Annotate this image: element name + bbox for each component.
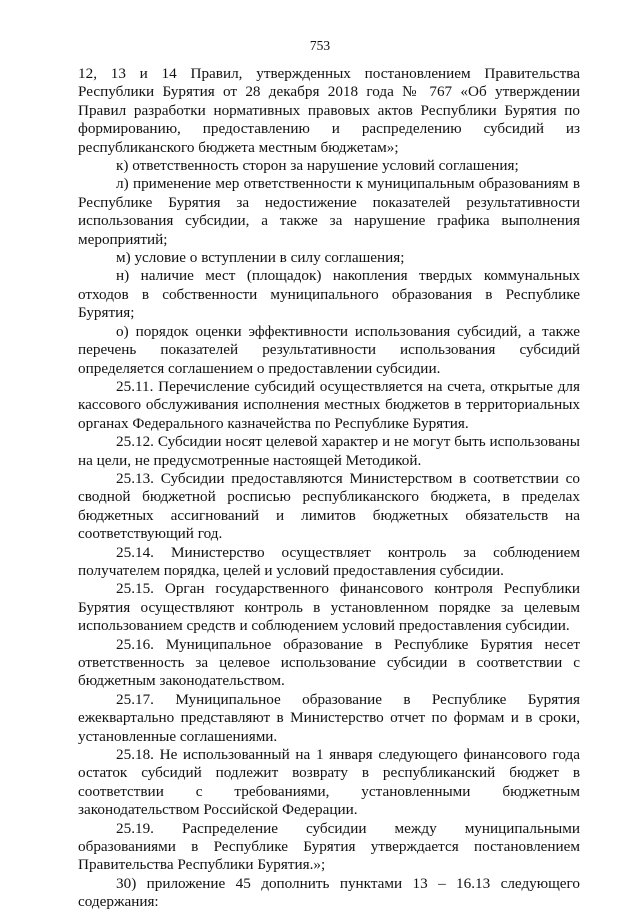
paragraph-item-o: о) порядок оценки эффективности использования субсидий, а также перечень показателей результативности использования субсидий определяется соглашением о предоставлении субсидии. — [78, 322, 580, 377]
paragraph-item-m: м) условие о вступлении в силу соглашения; — [116, 249, 405, 267]
paragraph-25-11: 25.11. Перечисление субсидий осуществляется на счета, открытые для кассового обслуживания исполнения местных бюджетов в территориальных органах Федерального казначейства по Республике Бурятия. — [78, 377, 580, 432]
paragraph-25-13: 25.13. Субсидии предоставляются Министерством в соответствии со сводной бюджетной росписью республиканского бюджета, в пределах бюджетных ассигнований и лимитов бюджетных обязательств на соответствующий год. — [78, 469, 580, 543]
paragraph-25-19: 25.19. Распределение субсидии между муниципальными образованиями в Республике Бурятия утверждается постановлением Правительства Республики Бурятия.»; — [78, 819, 580, 874]
page-number: 753 — [309, 38, 331, 53]
paragraph-item-k: к) ответственность сторон за нарушение условий соглашения; — [116, 157, 519, 175]
paragraph-item-30: 30) приложение 45 дополнить пунктами 13 – 16.13 следующего содержания: — [78, 874, 580, 911]
document-body — [78, 65, 580, 912]
paragraph-25-12: 25.12. Субсидии носят целевой характер и не могут быть использованы на цели, не предусмотренные настоящей Методикой. — [78, 433, 580, 469]
paragraph-25-16: 25.16. Муниципальное образование в Республике Бурятия несет ответственность за целевое использование субсидии в соответствии с бюджетным законодательством. — [78, 635, 580, 690]
paragraph-25-14: 25.14. Министерство осуществляет контроль за соблюдением получателем порядка, целей и условий предоставления субсидии. — [78, 543, 580, 579]
paragraph-25-15: 25.15. Орган государственного финансового контроля Республики Бурятия осуществляют контроль в установленном порядке за целевым использованием средств и соблюдением условий предоставления субсидии. — [78, 580, 580, 635]
paragraph-continuation: 12, 13 и 14 Правил, утвержденных постановлением Правительства Республики Бурятия от 28 декабря 2018 года № 767 «Об утверждении Правил разработки нормативных правовых актов Республики Бурятия по формированию, предоставлению и распределению субсидий из республиканского бюджета местным бюджетам»; — [78, 65, 580, 156]
paragraph-25-18: 25.18. Не использованный на 1 января следующего финансового года остаток субсидий подлежит возврату в республиканский бюджет в соответствии с требованиями, установленными бюджетным законодательством Российской Федерации. — [78, 746, 580, 819]
paragraph-item-n: н) наличие мест (площадок) накопления твердых коммунальных отходов в собственности муниципального образования в Республике Бурятия; — [78, 267, 580, 322]
paragraph-25-17: 25.17. Муниципальное образование в Республике Бурятия ежеквартально представляют в Министерство отчет по формам и в сроки, установленные соглашениями. — [78, 690, 580, 745]
paragraph-item-l: л) применение мер ответственности к муниципальным образованиям в Республике Бурятия за недостижение показателей результативности использования субсидии, а также за нарушение графика выполнения мероприятий; — [78, 175, 580, 248]
